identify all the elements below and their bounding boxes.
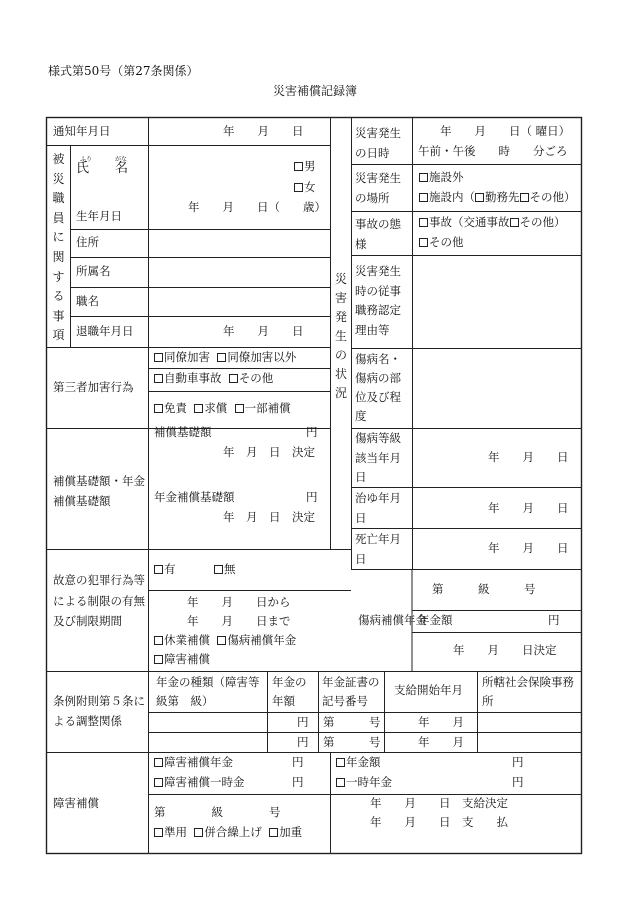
page-title: 災害補償記録簿 (272, 84, 357, 98)
disability-onetime[interactable]: 一時年金 (336, 776, 392, 789)
checkbox[interactable] (154, 374, 163, 383)
sex-female[interactable]: 女 (294, 181, 316, 194)
datetime-label: 災害発生の日時 (355, 126, 401, 160)
third-party-label: 第三者加害行為 (53, 380, 134, 394)
checkbox[interactable] (214, 565, 223, 574)
base-yen: 円 (306, 425, 318, 439)
checkbox[interactable] (217, 353, 226, 362)
pension-yen: 円 (306, 490, 318, 504)
checkbox[interactable] (269, 828, 278, 837)
checkbox[interactable] (154, 778, 163, 787)
restriction-from: 年 月 日から (187, 595, 291, 609)
sex-male[interactable]: 男 (294, 160, 316, 173)
notice-date: 年 月 日 (223, 124, 304, 138)
disaster-section-label: 災 害 発 生 の 状 況 (334, 272, 347, 400)
adjustment-col1: 年金の種類（障害等級第 級） (156, 675, 260, 708)
victim-section-label: 被 災 職 員 に 関 す る 事 項 (52, 152, 65, 343)
time-value: 午前・午後 時 分ごろ (418, 144, 568, 158)
grade-date-label: 傷病等級該当年月日 (355, 431, 401, 484)
adjustment-yen-1: 円 (297, 715, 309, 729)
adjustment-col2: 年金の年額 (272, 675, 307, 708)
disability-label: 障害補償 (53, 796, 99, 810)
disability-paid: 年 月 日 支 払 (370, 815, 508, 829)
sickness-yen: 円 (548, 613, 560, 627)
third-party-row2[interactable]: 自動車事故 その他 (154, 372, 273, 385)
duty-label: 災害発生時の従事職務認定理由等 (355, 264, 401, 337)
dept-label: 所属名 (76, 264, 111, 278)
place-opt2[interactable]: 施設内（ 勤務先 その他） (419, 191, 576, 204)
checkbox[interactable] (294, 183, 303, 192)
checkbox[interactable] (510, 218, 519, 227)
restriction-to: 年 月 日まで (187, 614, 291, 628)
restriction-opts[interactable]: 休業補償 傷病補償年金 (154, 634, 296, 647)
place-label: 災害発生の場所 (355, 171, 401, 205)
grade-date-value: 年 月 日 (488, 450, 569, 464)
injury-label: 傷病名・傷病の部位及び程度 (355, 352, 401, 423)
datetime-value: 年 月 日（ 曜日） (440, 124, 571, 138)
disability-decided: 年 月 日 支給決定 (370, 796, 508, 810)
death-label: 死亡年月日 (355, 532, 401, 566)
checkbox[interactable] (475, 193, 484, 202)
disability-onetime-yen: 円 (512, 775, 524, 789)
disability-lump-yen: 円 (292, 775, 304, 789)
checkbox[interactable] (419, 193, 428, 202)
disability-annual-yen: 円 (512, 755, 524, 769)
restriction-yes[interactable]: 有 (154, 563, 176, 576)
checkbox[interactable] (229, 374, 238, 383)
birth-value: 年 月 日（ 歳） (188, 200, 326, 214)
checkbox[interactable] (154, 758, 163, 767)
adjustment-number-2: 第 号 (323, 735, 381, 749)
adjustment-col3: 年金証書の記号番号 (322, 675, 380, 708)
pension-label: 年金補償基礎額 (154, 490, 235, 504)
disability-annual[interactable]: 年金額 (336, 756, 381, 769)
accident-opt1[interactable]: 事故（交通事故 その他） (419, 216, 566, 229)
pension-decided: 年 月 日 決定 (223, 510, 315, 524)
checkbox[interactable] (154, 828, 163, 837)
disability-pension-yen: 円 (292, 755, 304, 769)
disability-opts[interactable]: 準用 併合繰上げ 加重 (154, 826, 302, 839)
adjustment-ym-2: 年 月 (418, 735, 464, 749)
checkbox[interactable] (154, 353, 163, 362)
name-label: 氏 名 (76, 161, 129, 176)
checkbox[interactable] (154, 404, 163, 413)
checkbox[interactable] (336, 758, 345, 767)
accident-opt3[interactable]: その他 (419, 236, 464, 249)
adjustment-yen-2: 円 (297, 735, 309, 749)
adjustment-col4: 支給開始年月 (394, 683, 463, 697)
furigana-mei: がな (115, 156, 128, 163)
disability-lump[interactable]: 障害補償一時金 (154, 776, 245, 789)
checkbox[interactable] (294, 162, 303, 171)
checkbox[interactable] (419, 218, 428, 227)
death-value: 年 月 日 (488, 541, 569, 555)
sickness-pension-label: 傷病補償年金 (358, 613, 427, 627)
checkbox[interactable] (154, 655, 163, 664)
furigana-shi: ふり (80, 156, 93, 163)
restriction-label: 故意の犯罪行為等による制限の有無及び制限期間 (53, 573, 145, 628)
address-label: 住所 (76, 235, 99, 249)
checkbox[interactable] (419, 173, 428, 182)
adjustment-label: 条例附則第５条による調整関係 (53, 694, 145, 728)
adjustment-ym-1: 年 月 (418, 715, 464, 729)
checkbox[interactable] (194, 404, 203, 413)
retire-label: 退職年月日 (76, 324, 134, 338)
checkbox[interactable] (419, 238, 428, 247)
checkbox[interactable] (336, 778, 345, 787)
checkbox[interactable] (194, 828, 203, 837)
disability-grade: 第 級 号 (154, 805, 281, 819)
restriction-opt3[interactable]: 障害補償 (154, 653, 210, 666)
base-decided: 年 月 日 決定 (223, 445, 315, 459)
checkbox[interactable] (154, 636, 163, 645)
checkbox[interactable] (154, 565, 163, 574)
sickness-decided: 年 月 日決定 (453, 643, 557, 657)
third-party-row3[interactable]: 免責 求償 一部補償 (154, 402, 291, 415)
sickness-grade: 第 級 号 (432, 582, 536, 596)
adjustment-col5: 所轄社会保険事務所 (482, 675, 574, 708)
sickness-amount-label: 年金額 (418, 613, 453, 627)
form-number: 様式第50号（第27条関係） (48, 64, 199, 78)
place-opt1[interactable]: 施設外 (419, 171, 464, 184)
position-label: 職名 (76, 294, 99, 308)
birth-label: 生年月日 (76, 209, 122, 223)
adjustment-number-1: 第 号 (323, 715, 381, 729)
third-party-row1[interactable]: 同僚加害 同僚加害以外 (154, 351, 296, 364)
base-label: 補償基礎額 (154, 425, 212, 439)
checkbox[interactable] (520, 193, 529, 202)
accident-label: 事故の態様 (355, 217, 401, 251)
checkbox[interactable] (217, 636, 226, 645)
checkbox[interactable] (235, 404, 244, 413)
disability-pension[interactable]: 障害補償年金 (154, 756, 233, 769)
notice-label: 通知年月日 (53, 124, 111, 138)
base-amount-label: 補償基礎額・年金補償基礎額 (53, 474, 145, 508)
cure-label: 治ゆ年月日 (355, 491, 401, 525)
restriction-no[interactable]: 無 (214, 563, 236, 576)
retire-date: 年 月 日 (223, 324, 304, 338)
cure-value: 年 月 日 (488, 501, 569, 515)
